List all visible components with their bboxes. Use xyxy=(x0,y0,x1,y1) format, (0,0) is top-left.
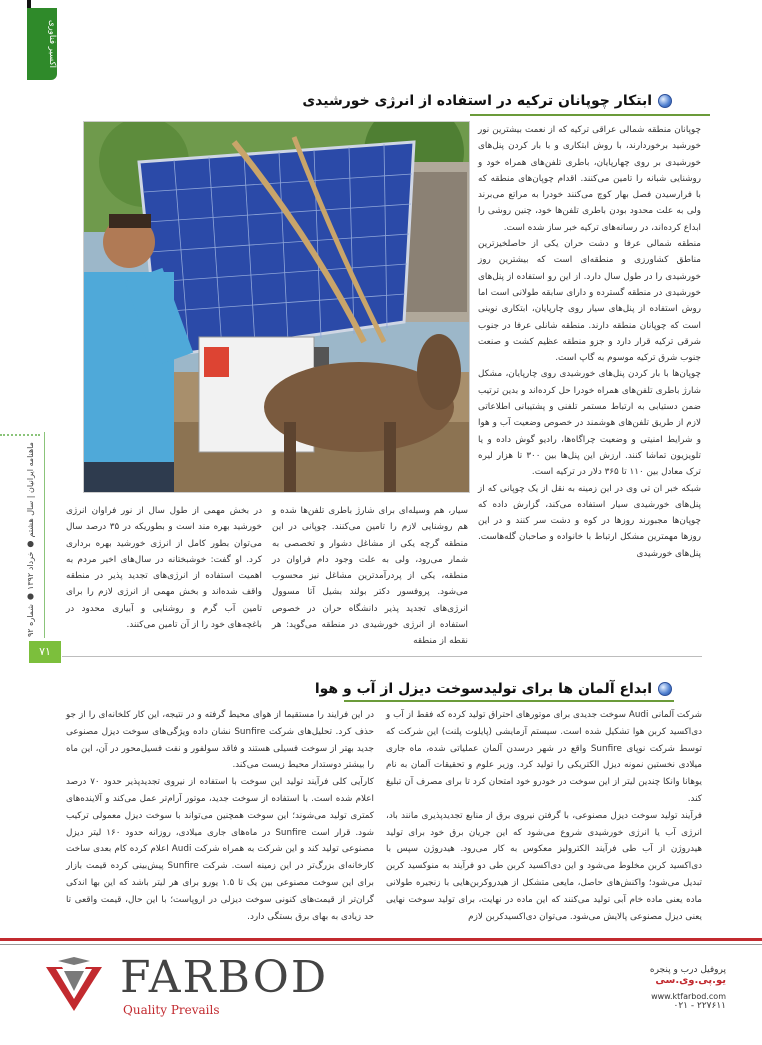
globe-icon xyxy=(658,94,672,108)
article-divider xyxy=(62,656,702,657)
article1-paragraph: منطقه شمالی عرفا و دشت حران یکی از حاصلخیزترین مناطق کشاورزی و منطقه‌ای است که بیشترین روز خورشیدی را در طول سال دارد. از این رو استفاده از پنل‌های خورشیدی در منطقه گسترده و دارای سابقه طولانی است اما روش استفاده از پنل‌های سیار روی چارپایان، ابتکاری نوینی است که چوپانان منطقه دارند. منطقه شانلی عرفا در جنوب شرقی ترکیه قرار دارد و جزو منطقه عظیم کشت و صنعت جنوب شرق ترکیه موسوم به گاپ است. xyxy=(478,239,701,364)
side-vertical-line xyxy=(44,432,45,638)
article2-column-left xyxy=(66,707,374,927)
farbod-logo-icon xyxy=(44,955,104,1015)
article2-title-underline xyxy=(344,700,674,702)
footer-thin-line xyxy=(0,944,762,945)
footer-red-band xyxy=(0,938,762,941)
article2-paragraph: فرآیند تولید سوخت دیزل مصنوعی، با گرفتن نیروی برق از منابع تجدیدپذیری مانند باد، انرژی آب یا انرژی خورشیدی شروع می‌شود که این جریان برق خود برای تولید هیدروژن از آب طی فرآیند الکترولیز معکوس به کار می‌رود. هیدروژن سپس با دی‌اکسید کربن مخلوط می‌شود و این دی‌اکسید کربن طی دو فرآیند به منوکسید کربن تبدیل می‌شود؛ واکنش‌های حاصل، مایعی متشکل از هیدروکربن‌هایی با زنجیره طولانی ماده یعنی ماده خام آبی تولید می‌کنند که این ماده در نهایت، برای تولید سوخت نهایی یعنی دیزل مصنوعی پالایش می‌شود. می‌توان دی‌اکسیدکربن لازم xyxy=(386,810,702,922)
article1-title-underline xyxy=(470,114,710,116)
article1-column-left xyxy=(66,503,262,648)
article2-paragraph: شرکت آلمانی Audi سوخت جدیدی برای موتورهای احتراق تولید کرده که فقط از آب و دی‌اکسید کربن هوا تشکیل شده است. سیستم آزمایشی (پایلوت پلنت) این شرکت که توسط شرکت نوپای Sunfire واقع در شهر درسدن آلمان عملیاتی شده، ماه جاری میلادی نخستین نمونه دیزل الکتریکی را تولید کرد. وزیر علوم و تحقیقات آلمان به نام یوهانا وانکا چندین لیتر از این سوخت در خودرو خود امتحان کرد تا برای مصرف آن تبلیغ کند. xyxy=(386,710,702,804)
article2-title: ابداع آلمان ها برای تولیدسوخت دیزل از آب و هوا xyxy=(314,681,652,697)
brand-name: FARBOD xyxy=(120,952,329,1003)
globe-icon xyxy=(658,682,672,696)
footer-info xyxy=(616,965,726,1011)
article1-paragraph: سیار، هم وسیله‌ای برای شارژ باطری تلفن‌ها شده و هم روشنایی لازم را تامین می‌کنند. چوپانی در این منطقه گرچه یکی از مشاغل دشوار و تخصصی به شمار می‌رود، ولی به علت وجود دام فراوان در منطقه، یکی از پردرآمدترین مشاغل نیز محسوب می‌شود. پروفسور دکتر بولند بشیل آتا مسوول انرژی‌های تجدید پذیر دانشگاه حران در خصوص استفاده از انرژی خورشیدی در منطقه می‌گوید: هر نقطه از منطقه xyxy=(272,506,468,647)
footer-product-line: پروفیل درب و پنجره xyxy=(649,965,726,975)
issue-line: ماهنامه ایرانیان | سال هشتم ● خرداد ۱۳۹۲ ● شماره ۹۲ xyxy=(26,442,35,638)
article1-column-right xyxy=(478,122,701,647)
article2-title-row xyxy=(315,678,672,700)
footer-phone: ۰۲۱ - ۲۲۷۶۱۱ xyxy=(673,1001,726,1011)
article1-title-row xyxy=(302,90,672,112)
article1-paragraph: شبکه خبر ان تی وی در این زمینه به نقل از یک چوپانی که از پنل‌های خورشیدی سیار استفاده می‌کند، گزارش داده که چوپان‌ها مجبورند روزها در کوه و دشت سر کنند و در این روزها مهمترین مشکل ارتباط با خانواده و صاحبان گله‌هاست. پنل‌های خورشیدی xyxy=(478,483,701,559)
article2-paragraph: در این فرایند را مستقیما از هوای محیط گرفته و در نتیجه، این کار کلخانه‌ای را از جو حذف کرد. تحلیل‌های شرکت Sunfire نشان داده ویژگی‌های سوخت دیزل مصنوعی جدید بهتر از سوخت فسیلی هستند و فاقد سولفور و نفت فسیل‌محور در آن، این ماه را بیشتر دوستدار محیط زیست می‌کند. xyxy=(66,710,374,771)
article1-paragraph: در بخش مهمی از طول سال از نور فراوان انرژی خورشید بهره مند است و بطوریکه در ۳۵ درصد سال می‌توان بطور کامل از انرژی خورشید بهره برداری کرد. او گفت: خوشبختانه در سال‌های اخیر مردم به اهمیت استفاده از انرژی‌های تجدید پذیر در منطقه واقف شده‌اند و بخش مهمی از انرژی لازم را برای تامین آب گرم و روشنایی و آبیاری محدود در باغچه‌های خود را از آن تامین می‌کنند. xyxy=(66,506,262,631)
brand-tagline: Quality Prevails xyxy=(123,1003,220,1017)
article1-photo xyxy=(83,121,470,493)
article1-paragraph: چوپانان منطقه شمالی عراقی ترکیه که از نعمت بیشترین نور خورشید برخوردارند، با روش ابتکاری و با بار کردن پنل‌های خورشیدی بر روی چهارپایان، باطری تلفن‌های همراه خود و روشنایی شبانه را تامین می‌کنند. اقدام چوپان‌های منطقه که با فرارسیدن فصل بهار کوچ می‌کنند خودرا به مراتع می‌برند ولی به علت محدود بودن باطری تلفن‌ها خود، چنین روشی را ابداع کرده‌اند، در رسانه‌های ترکیه خبر ساز شده است. xyxy=(478,125,701,233)
solar-panel-donkey-photo xyxy=(84,122,470,493)
article2-column-right xyxy=(386,707,702,927)
article2-paragraph: کارآیی کلی فرآیند تولید این سوخت با استفاده از نیروی تجدیدپذیر حدود ۷۰ درصد اعلام شده است. با استفاده از سوخت جدید، موتور آرام‌تر عمل می‌کند و آلاینده‌های کمتری تولید می‌شوند؛ این سوخت همچنین می‌تواند با سوخت دیزل معمولی ترکیب شود. قرار است Sunfire در ماه‌های جاری میلادی، روزانه حدود ۱۶۰ لیتر دیزل مصنوعی تولید کند و این شرکت به همراه شرکت Audi اعلام کرده کام بعدی ساخت کارخانه‌ای بزرگ‌تر در این زمینه است. شرکت Sunfire پیش‌بینی کرده قیمت بازار برای این سوخت مصنوعی بین یک تا ۱.۵ یورو برای هر لیتر باشد که این بها اندکی گران‌تر از قیمت‌های کنونی سوخت دیزلی در اروپاست؛ با این حال، قیمت واقعی تا حد زیادی به بهای برق بستگی دارد. xyxy=(66,777,375,922)
side-divider xyxy=(0,434,40,436)
footer-website[interactable]: www.ktfarbod.com xyxy=(651,992,726,1001)
article1-paragraph: چوپان‌ها با بار کردن پنل‌های خورشیدی روی چارپایان، مشکل شارژ باطری تلفن‌های همراه خودرا حل کرده‌اند و بدین ترتیب ضمن دستیابی به ارتباط مستمر تلفنی و پشتیبانی اطلاعاتی لازم از طریق تلفن‌های هوشمند در خصوص وضعیت آب و هوا و شرایط امنیتی و وضعیت چراگاه‌ها، رادیو گوش داده و یا تلویزیون تماشا کنند. ارزش این پنل‌ها بین ۳۰۰ تا هزار لیره ترک معادل بین ۱۱۰ تا ۳۶۵ دلار در ترکیه است. xyxy=(478,369,702,478)
article1-title: ابتکار چوپانان ترکیه در استفاده از انرژی خورشیدی xyxy=(302,93,652,109)
footer-upvc-line: یو.پی.وی.سی xyxy=(655,975,726,986)
page-number: ۷۱ xyxy=(29,641,61,663)
section-tab: اکسیر فناوری xyxy=(27,8,57,80)
article1-column-mid xyxy=(272,503,468,648)
